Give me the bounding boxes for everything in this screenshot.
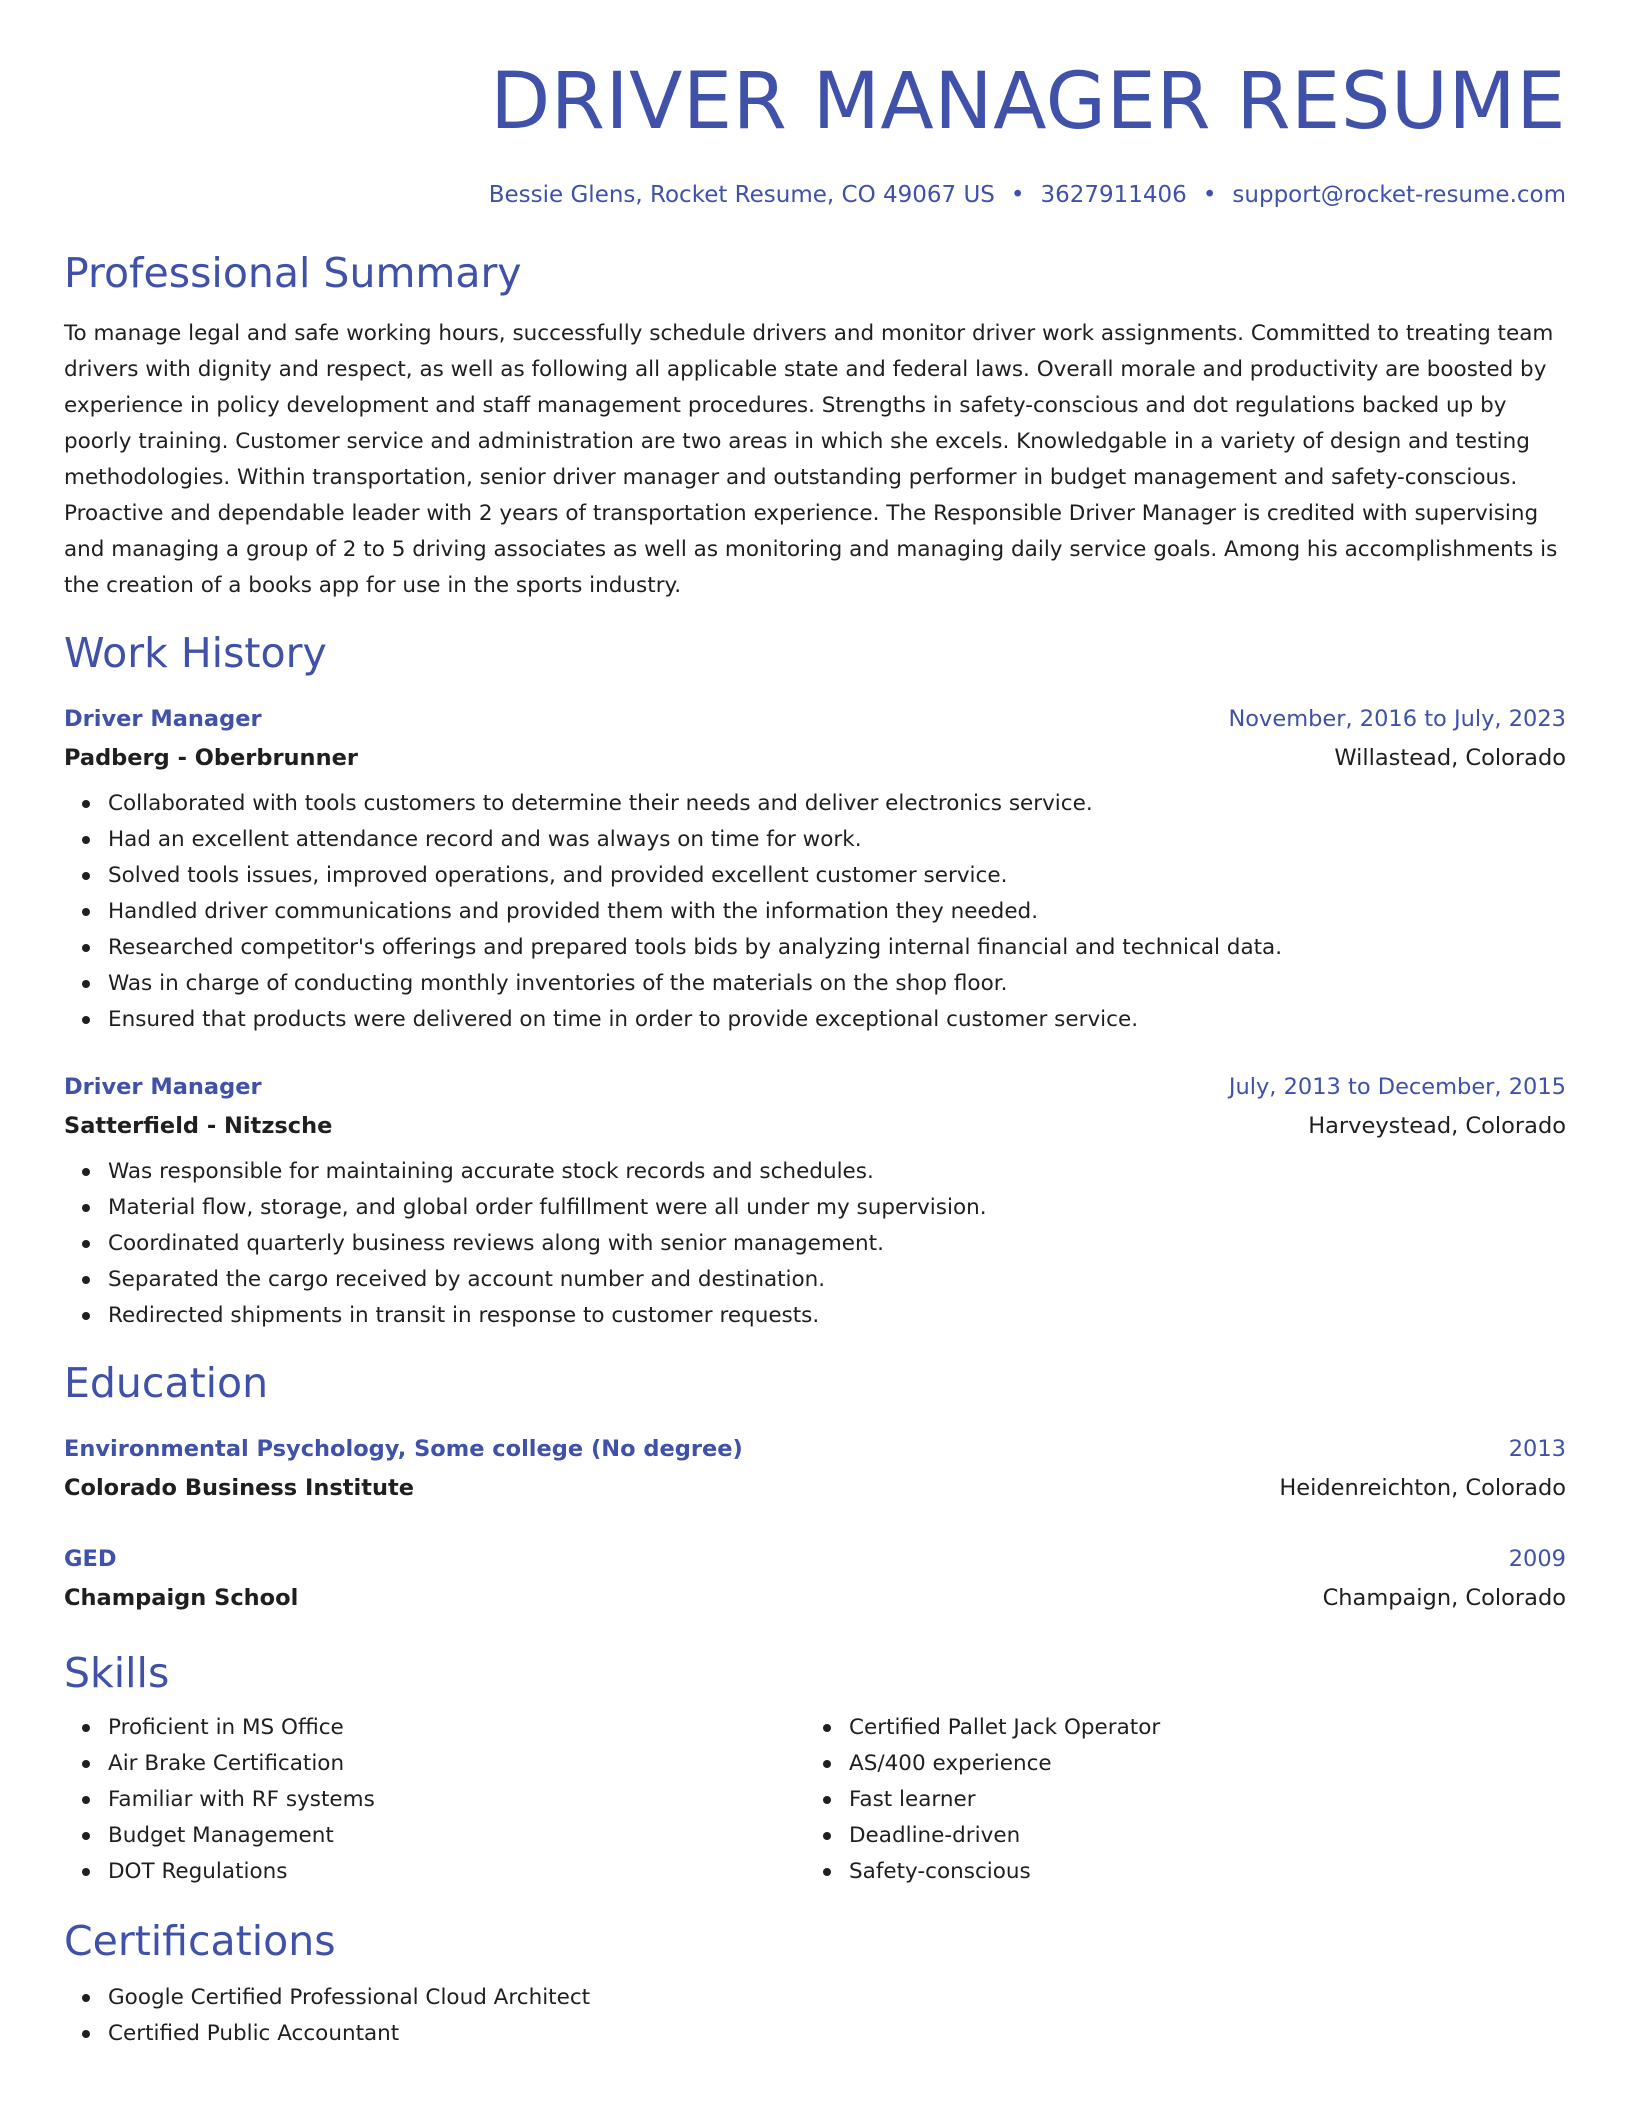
job-bullets [64, 786, 1566, 1038]
contact-email: support@rocket-resume.com [1232, 182, 1566, 208]
job-bullet: Redirected shipments in transit in response to customer requests. [108, 1298, 1566, 1334]
job-bullet: Handled driver communications and provided them with the information they needed. [108, 894, 1566, 930]
education-location: Heidenreichton, Colorado [1279, 1475, 1566, 1501]
resume-title: DRIVER MANAGER RESUME [490, 57, 1566, 147]
education-location: Champaign, Colorado [1322, 1585, 1566, 1611]
job-bullet: Solved tools issues, improved operations, and provided excellent customer service. [108, 858, 1566, 894]
job-bullet: Material flow, storage, and global order fulfillment were all under my supervision. [108, 1190, 1566, 1226]
education-year: 2009 [1508, 1546, 1566, 1572]
skills-grid [64, 1710, 1566, 1890]
certification-item: Google Certified Professional Cloud Architect [108, 1980, 1566, 2016]
job-company: Padberg - Oberbrunner [64, 745, 358, 771]
skill-item: Proficient in MS Office [108, 1710, 805, 1746]
contact-separator: • [1202, 182, 1217, 208]
skill-item: Fast learner [849, 1782, 1546, 1818]
job-bullet: Coordinated quarterly business reviews along with senior management. [108, 1226, 1566, 1262]
skill-item: Safety-conscious [849, 1854, 1546, 1890]
job-bullet: Separated the cargo received by account number and destination. [108, 1262, 1566, 1298]
education-year: 2013 [1508, 1436, 1566, 1462]
education-entry [64, 1430, 1566, 1508]
skill-item: DOT Regulations [108, 1854, 805, 1890]
job-company: Satterfield - Nitzsche [64, 1113, 333, 1139]
work-history-heading: Work History [64, 629, 327, 677]
job-bullet: Collaborated with tools customers to determine their needs and deliver electronics service. [108, 786, 1566, 822]
skill-item: Air Brake Certification [108, 1746, 805, 1782]
skill-item: Familiar with RF systems [108, 1782, 805, 1818]
certification-item: Certified Public Accountant [108, 2016, 1566, 2052]
job-entry [64, 700, 1566, 1038]
job-bullet: Was responsible for maintaining accurate stock records and schedules. [108, 1154, 1566, 1190]
education-entry [64, 1540, 1566, 1618]
skill-item: Certified Pallet Jack Operator [849, 1710, 1546, 1746]
skill-item: Budget Management [108, 1818, 805, 1854]
skills-heading: Skills [64, 1649, 170, 1697]
job-bullet: Ensured that products were delivered on time in order to provide exceptional customer service. [108, 1002, 1566, 1038]
job-bullet: Researched competitor's offerings and prepared tools bids by analyzing internal financial and technical data. [108, 930, 1566, 966]
contact-line [64, 180, 1566, 210]
skill-item: AS/400 experience [849, 1746, 1546, 1782]
education-degree: GED [64, 1546, 117, 1572]
skills-column-right [805, 1710, 1546, 1890]
job-bullet: Was in charge of conducting monthly inventories of the materials on the shop floor. [108, 966, 1566, 1002]
certifications-list [64, 1980, 1566, 2052]
skills-column-left [64, 1710, 805, 1890]
contact-phone: 3627911406 [1040, 182, 1187, 208]
skill-item: Deadline-driven [849, 1818, 1546, 1854]
job-location: Harveystead, Colorado [1308, 1113, 1566, 1139]
certifications-heading: Certifications [64, 1917, 336, 1965]
contact-separator: • [1010, 182, 1025, 208]
summary-heading: Professional Summary [64, 249, 522, 297]
job-role: Driver Manager [64, 1074, 262, 1100]
resume-page [64, 0, 1566, 2052]
contact-address: Bessie Glens, Rocket Resume, CO 49067 US [488, 182, 995, 208]
education-degree: Environmental Psychology, Some college (No degree) [64, 1436, 743, 1462]
education-school: Champaign School [64, 1585, 299, 1611]
job-location: Willastead, Colorado [1334, 745, 1566, 771]
job-role: Driver Manager [64, 706, 262, 732]
job-bullets [64, 1154, 1566, 1334]
job-bullet: Had an excellent attendance record and was always on time for work. [108, 822, 1566, 858]
job-entry [64, 1068, 1566, 1334]
job-dates: July, 2013 to December, 2015 [1228, 1074, 1566, 1100]
education-school: Colorado Business Institute [64, 1475, 415, 1501]
summary-text: To manage legal and safe working hours, successfully schedule drivers and monitor driver work assignments. Committed to treating team drivers with dignity and respect, as well as following all applicable state and federal laws. Overall morale and productivity are boosted by experience in policy development and staff management procedures. Strengths in safety-conscious and dot regulations backed up by poorly training. Customer service and administration are two areas in which she excels. Knowledgable in a variety of design and testing methodologies. Within transportation, senior driver manager and outstanding performer in budget management and safety-conscious. Proactive and dependable leader with 2 years of transportation experience. The Responsible Driver Manager is credited with supervising and managing a group of 2 to 5 driving associates as well as monitoring and managing daily service goals. Among his accomplishments is the creation of a books app for use in the sports industry. [64, 321, 1558, 598]
education-heading: Education [64, 1359, 269, 1407]
job-dates: November, 2016 to July, 2023 [1228, 706, 1566, 732]
